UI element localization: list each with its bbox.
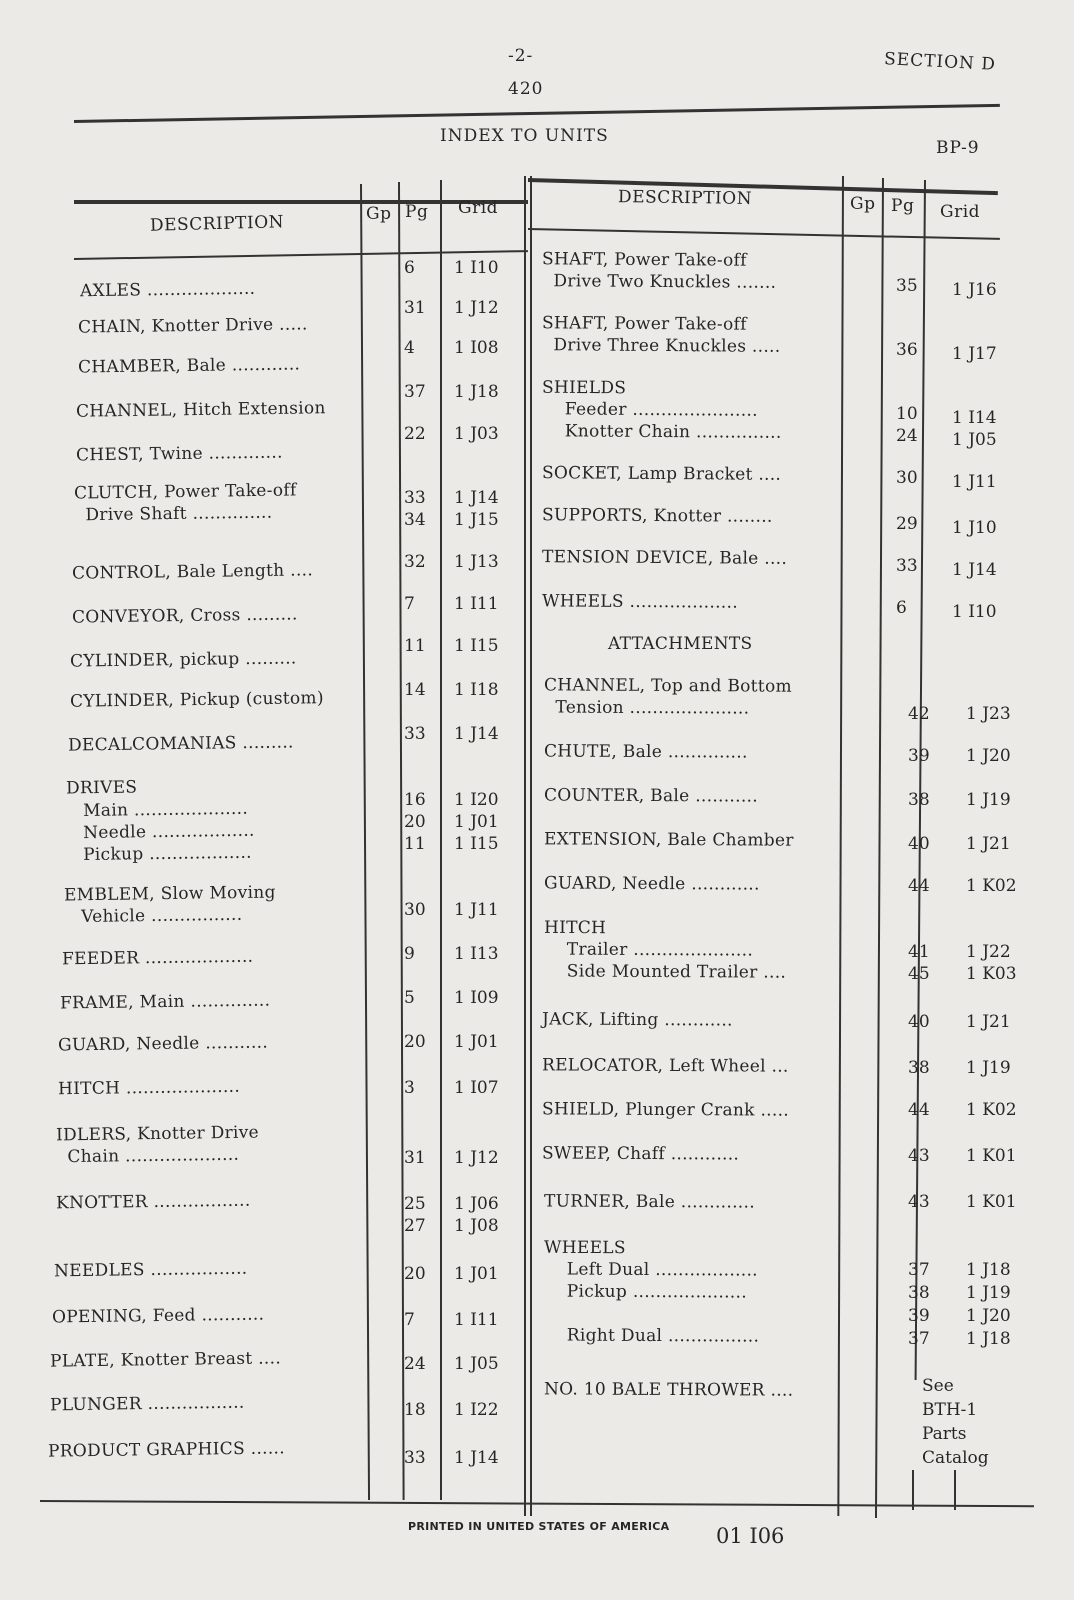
colhead-rule-right: [528, 228, 1000, 240]
left-entry-description: IDLERS, Knotter Drive: [55, 1122, 260, 1146]
attachment-entry-description: SHIELD, Plunger Crank .....: [541, 1099, 790, 1121]
left-entry-grid: 1 J12: [454, 298, 499, 318]
left-entry-description: DECALCOMANIAS .........: [67, 732, 294, 756]
attachment-entry-grid: 1 K03: [966, 964, 1017, 984]
catalog-code: BP-9: [936, 138, 980, 158]
attachment-entry-description: EXTENSION, Bale Chamber: [543, 829, 794, 851]
right-entry-description: Drive Two Knuckles .......: [541, 271, 777, 293]
col-gp-left: Gp: [366, 204, 392, 224]
col-description-right: DESCRIPTION: [617, 187, 753, 209]
left-entry-page: 7: [404, 594, 415, 614]
left-entry-description: CLUTCH, Power Take-off: [73, 480, 297, 504]
left-entry-grid: 1 I11: [454, 1310, 499, 1330]
attachment-entry-grid: 1 K02: [966, 876, 1017, 896]
col-description-left: DESCRIPTION: [149, 212, 285, 236]
right-entry-grid: 1 J14: [952, 560, 997, 580]
left-entry-description: CHEST, Twine .............: [75, 442, 283, 466]
attachment-entry-description: JACK, Lifting ............: [541, 1009, 733, 1031]
left-entry-page: 37: [404, 382, 426, 402]
attachment-entry-description: GUARD, Needle ............: [543, 873, 760, 895]
left-entry-page: 16: [404, 790, 426, 810]
divider-pg-right: [875, 178, 884, 1518]
left-entry-grid: 1 J01: [454, 1032, 499, 1052]
right-entry-description: TENSION DEVICE, Bale ....: [541, 547, 788, 569]
bottom-rule: [40, 1500, 1034, 1507]
left-entry-grid: 1 I15: [454, 636, 499, 656]
attachment-entry-description: NO. 10 BALE THROWER ....: [543, 1379, 794, 1401]
left-entry-description: Main ....................: [65, 798, 249, 822]
left-entry-page: 20: [404, 1264, 426, 1284]
attachment-entry-page: 42: [908, 704, 930, 724]
left-entry-description: OPENING, Feed ...........: [51, 1304, 265, 1328]
left-entry-page: 11: [404, 834, 426, 854]
attachment-entry-grid: 1 J19: [966, 790, 1011, 810]
col-grid-left: Grid: [458, 198, 499, 218]
left-entry-description: Needle ..................: [65, 820, 255, 844]
stub-line-1: [912, 1470, 914, 1510]
right-entry-grid: 1 I14: [952, 408, 997, 428]
attachment-entry-page: 40: [908, 1012, 930, 1032]
left-entry-page: 27: [404, 1216, 426, 1236]
attachment-entry-description: Pickup ....................: [543, 1281, 747, 1303]
left-entry-grid: 1 J06: [454, 1194, 499, 1214]
left-entry-description: DRIVES: [65, 777, 138, 799]
left-entry-description: CHAMBER, Bale ............: [77, 354, 301, 378]
attachment-entry-grid: 1 J19: [966, 1058, 1011, 1078]
right-entry-description: SHIELDS: [541, 377, 627, 399]
divider-gp-right: [837, 176, 844, 1516]
attachment-entry-page: 38: [908, 790, 930, 810]
attachment-entry-page: 45: [908, 964, 930, 984]
left-entry-page: 25: [404, 1194, 426, 1214]
see-other-catalog: See: [922, 1376, 954, 1396]
left-entry-page: 6: [404, 258, 415, 278]
attachment-entry-page: 44: [908, 1100, 930, 1120]
left-entry-page: 32: [404, 552, 426, 572]
left-entry-grid: 1 J01: [454, 1264, 499, 1284]
left-entry-description: EMBLEM, Slow Moving: [63, 882, 276, 906]
right-entry-grid: 1 J16: [952, 280, 997, 300]
right-entry-page: 30: [896, 468, 918, 488]
attachment-entry-grid: 1 J18: [966, 1260, 1011, 1280]
left-entry-grid: 1 J12: [454, 1148, 499, 1168]
left-entry-description: AXLES ...................: [79, 278, 256, 302]
left-entry-description: CONTROL, Bale Length ....: [71, 560, 314, 584]
right-entry-page: 10: [896, 404, 918, 424]
left-entry-grid: 1 I22: [454, 1400, 499, 1420]
left-entry-grid: 1 J15: [454, 510, 499, 530]
page-title: INDEX TO UNITS: [440, 126, 609, 146]
left-entry-page: 33: [404, 488, 426, 508]
attachment-entry-page: 37: [908, 1329, 930, 1349]
right-entry-description: SUPPORTS, Knotter ........: [541, 505, 773, 527]
left-entry-grid: 1 I10: [454, 258, 499, 278]
attachment-entry-page: 43: [908, 1192, 930, 1212]
page-number: -2-: [508, 46, 534, 66]
left-entry-description: KNOTTER .................: [55, 1190, 251, 1214]
left-entry-grid: 1 J18: [454, 382, 499, 402]
left-entry-grid: 1 I15: [454, 834, 499, 854]
right-entry-grid: 1 J10: [952, 518, 997, 538]
attachment-entry-page: 39: [908, 746, 930, 766]
attachment-entry-description: WHEELS: [543, 1237, 626, 1259]
attachment-entry-description: Trailer .....................: [543, 939, 754, 961]
divider-gp-left: [360, 184, 370, 1500]
left-entry-grid: 1 I09: [454, 988, 499, 1008]
left-entry-grid: 1 J08: [454, 1216, 499, 1236]
left-entry-page: 33: [404, 1448, 426, 1468]
right-entry-page: 35: [896, 276, 918, 296]
left-entry-page: 4: [404, 338, 415, 358]
attachment-entry-page: 40: [908, 834, 930, 854]
left-entry-grid: 1 J11: [454, 900, 499, 920]
attachment-entry-grid: 1 K02: [966, 1100, 1017, 1120]
right-entry-grid: 1 I10: [952, 602, 997, 622]
left-entry-page: 31: [404, 1148, 426, 1168]
left-entry-page: 31: [404, 298, 426, 318]
left-entry-page: 9: [404, 944, 415, 964]
left-entry-grid: 1 J05: [454, 1354, 499, 1374]
model-number: 420: [508, 79, 544, 99]
attachment-entry-description: HITCH: [543, 917, 607, 939]
right-entry-grid: 1 J05: [952, 430, 997, 450]
left-entry-page: 5: [404, 988, 415, 1008]
attachments-heading: ATTACHMENTS: [608, 634, 753, 654]
left-entry-page: 30: [404, 900, 426, 920]
left-entry-description: GUARD, Needle ...........: [57, 1032, 269, 1056]
right-entry-description: SHAFT, Power Take-off: [541, 313, 747, 335]
col-pg-right: Pg: [891, 196, 915, 216]
left-entry-grid: 1 J14: [454, 488, 499, 508]
left-entry-description: FEEDER ...................: [61, 946, 254, 970]
right-entry-description: Drive Three Knuckles .....: [541, 335, 781, 357]
left-entry-page: 34: [404, 510, 426, 530]
left-entry-description: HITCH ....................: [57, 1076, 241, 1100]
title-rule: [74, 104, 1000, 123]
left-entry-page: 18: [404, 1400, 426, 1420]
attachment-entry-page: 44: [908, 876, 930, 896]
left-entry-page: 14: [404, 680, 426, 700]
left-entry-description: Pickup ..................: [65, 842, 252, 866]
attachment-entry-page: 39: [908, 1306, 930, 1326]
left-entry-page: 3: [404, 1078, 415, 1098]
right-entry-page: 33: [896, 556, 918, 576]
left-entry-page: 20: [404, 812, 426, 832]
header-rule-right: [528, 178, 998, 195]
left-entry-description: NEEDLES .................: [53, 1258, 248, 1282]
attachment-entry-description: Right Dual ................: [543, 1325, 760, 1347]
right-entry-description: SOCKET, Lamp Bracket ....: [541, 463, 782, 485]
left-entry-page: 11: [404, 636, 426, 656]
left-entry-grid: 1 I08: [454, 338, 499, 358]
attachment-entry-grid: 1 J21: [966, 1012, 1011, 1032]
right-entry-grid: 1 J17: [952, 344, 997, 364]
left-entry-description: CYLINDER, Pickup (custom): [69, 688, 324, 712]
right-entry-page: 24: [896, 426, 918, 446]
attachment-entry-grid: 1 J23: [966, 704, 1011, 724]
left-entry-page: 24: [404, 1354, 426, 1374]
right-entry-page: 6: [896, 598, 907, 618]
right-entry-description: SHAFT, Power Take-off: [541, 249, 747, 271]
attachment-entry-description: SWEEP, Chaff ............: [541, 1143, 740, 1165]
right-entry-page: 36: [896, 340, 918, 360]
left-entry-grid: 1 I20: [454, 790, 499, 810]
section-label: SECTION D: [883, 49, 997, 75]
attachment-entry-page: 37: [908, 1260, 930, 1280]
right-entry-description: WHEELS ...................: [541, 591, 739, 613]
left-entry-grid: 1 J01: [454, 812, 499, 832]
left-entry-page: 33: [404, 724, 426, 744]
left-entry-description: CHAIN, Knotter Drive .....: [77, 314, 308, 338]
left-entry-description: Chain ....................: [55, 1144, 240, 1168]
left-entry-grid: 1 J03: [454, 424, 499, 444]
attachment-entry-page: 43: [908, 1146, 930, 1166]
see-other-catalog: Catalog: [922, 1448, 989, 1468]
left-entry-description: PLATE, Knotter Breast ....: [49, 1348, 282, 1372]
right-entry-description: Knotter Chain ...............: [541, 421, 782, 443]
col-grid-right: Grid: [940, 202, 981, 222]
attachment-entry-description: Left Dual ..................: [543, 1259, 758, 1281]
attachment-entry-grid: 1 K01: [966, 1146, 1017, 1166]
right-entry-page: 29: [896, 514, 918, 534]
attachment-entry-description: COUNTER, Bale ...........: [543, 785, 759, 807]
attachment-entry-grid: 1 J20: [966, 1306, 1011, 1326]
see-other-catalog: BTH-1: [922, 1400, 978, 1420]
left-entry-grid: 1 I13: [454, 944, 499, 964]
attachment-entry-page: 38: [908, 1283, 930, 1303]
left-entry-grid: 1 J13: [454, 552, 499, 572]
center-divider-2: [530, 176, 532, 1516]
attachment-entry-description: RELOCATOR, Left Wheel ...: [541, 1055, 789, 1077]
attachment-entry-description: Tension .....................: [543, 697, 750, 719]
divider-grid-left: [440, 180, 442, 1500]
left-entry-page: 20: [404, 1032, 426, 1052]
attachment-entry-grid: 1 J19: [966, 1283, 1011, 1303]
printed-notice: PRINTED IN UNITED STATES OF AMERICA: [408, 1520, 670, 1533]
left-entry-description: CONVEYOR, Cross .........: [71, 604, 298, 628]
attachment-entry-grid: 1 J22: [966, 942, 1011, 962]
left-entry-grid: 1 J14: [454, 1448, 499, 1468]
right-entry-grid: 1 J11: [952, 472, 997, 492]
left-entry-grid: 1 I07: [454, 1078, 499, 1098]
attachment-entry-page: 41: [908, 942, 930, 962]
left-entry-description: Drive Shaft ..............: [73, 502, 273, 526]
see-other-catalog: Parts: [922, 1424, 967, 1444]
attachment-entry-description: CHUTE, Bale ..............: [543, 741, 748, 763]
attachment-entry-grid: 1 J18: [966, 1329, 1011, 1349]
attachment-entry-grid: 1 J21: [966, 834, 1011, 854]
stub-line-2: [954, 1470, 956, 1510]
right-entry-description: Feeder ......................: [541, 399, 758, 421]
left-entry-grid: 1 J14: [454, 724, 499, 744]
col-pg-left: Pg: [405, 202, 429, 222]
attachment-entry-description: TURNER, Bale .............: [543, 1191, 755, 1213]
attachment-entry-description: CHANNEL, Top and Bottom: [543, 675, 792, 697]
left-entry-page: 22: [404, 424, 426, 444]
left-entry-description: CYLINDER, pickup .........: [69, 648, 297, 672]
left-entry-description: PLUNGER .................: [49, 1392, 245, 1416]
left-entry-grid: 1 I11: [454, 594, 499, 614]
left-entry-grid: 1 I18: [454, 680, 499, 700]
col-gp-right: Gp: [850, 194, 876, 214]
left-entry-description: PRODUCT GRAPHICS ......: [47, 1438, 286, 1462]
center-divider: [524, 176, 526, 1516]
attachment-entry-grid: 1 J20: [966, 746, 1011, 766]
attachment-entry-grid: 1 K01: [966, 1192, 1017, 1212]
left-entry-description: FRAME, Main ..............: [59, 990, 271, 1014]
left-entry-description: CHANNEL, Hitch Extension: [75, 398, 326, 422]
left-entry-page: 7: [404, 1310, 415, 1330]
footer-code: 01 I06: [716, 1524, 785, 1548]
left-entry-description: Vehicle ................: [63, 904, 243, 928]
attachment-entry-description: Side Mounted Trailer ....: [543, 961, 787, 983]
attachment-entry-page: 38: [908, 1058, 930, 1078]
